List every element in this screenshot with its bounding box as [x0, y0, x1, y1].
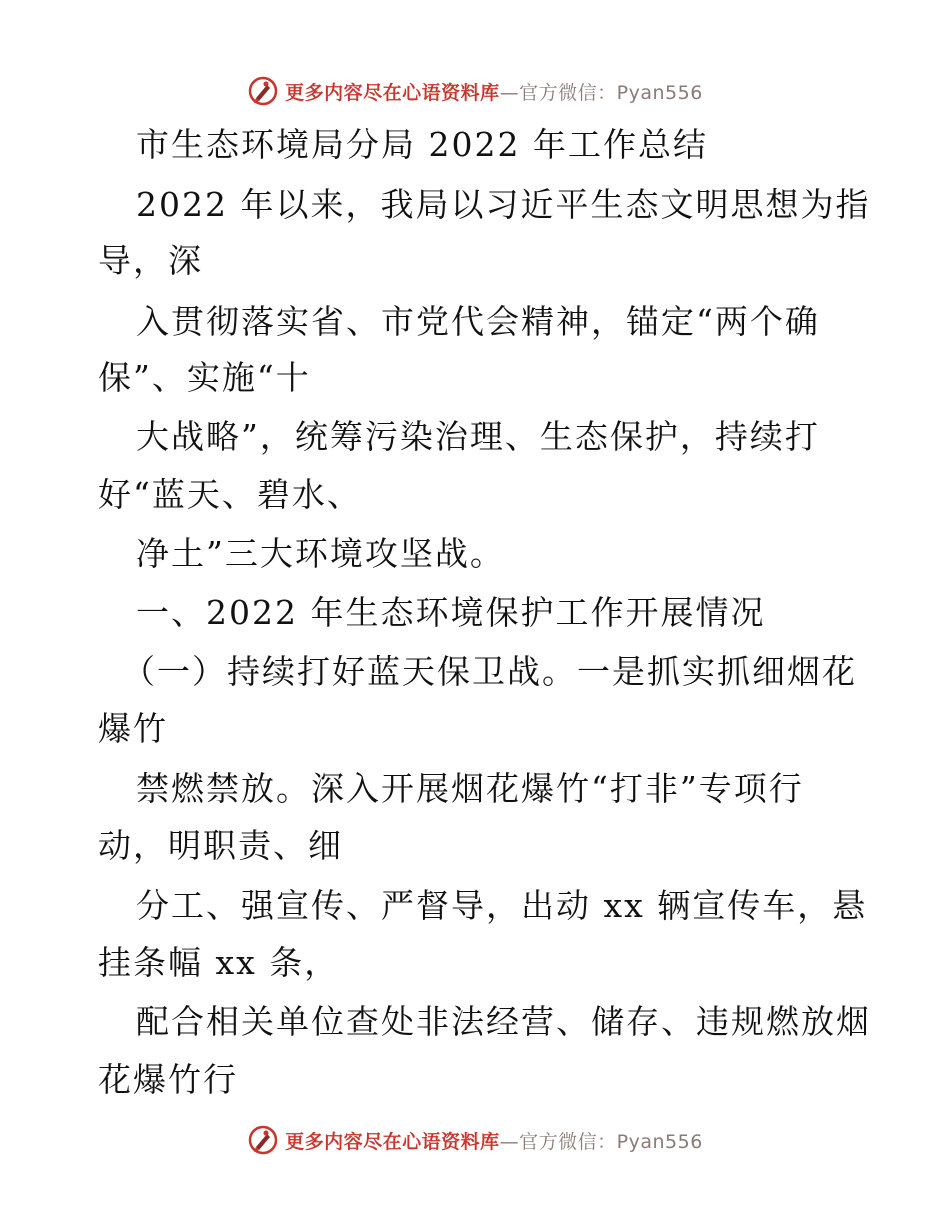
- paragraph-line: 入贯彻落实省、市党代会精神，锚定“两个确: [136, 302, 820, 341]
- paragraph-line: 爆竹: [98, 709, 168, 748]
- document-title: 市生态环境局分局 2022 年工作总结: [136, 125, 708, 164]
- watermark-brand-text: 更多内容尽在心语资料库: [285, 1130, 500, 1153]
- paragraph-line: 挂条幅 xx 条，: [98, 943, 340, 982]
- paragraph-line: 好“蓝天、碧水、: [98, 475, 362, 514]
- paragraph-line: 2022 年以来，我局以习近平生态文明思想为指: [136, 185, 871, 224]
- paragraph-line: 花爆竹行: [98, 1060, 238, 1099]
- watermark-wechat-text: —官方微信：Pyan556: [499, 81, 703, 104]
- paragraph-line: 保”、实施“十: [98, 358, 311, 397]
- paragraph-line: 分工、强宣传、严督导，出动 xx 辆宣传车，悬: [136, 886, 868, 925]
- watermark-brand-text: 更多内容尽在心语资料库: [285, 81, 500, 104]
- paragraph-line: 导，深: [98, 241, 203, 280]
- pen-logo-icon: [247, 1124, 279, 1156]
- paragraph-line: 大战略”，统筹污染治理、生态保护，持续打: [136, 417, 820, 456]
- paragraph-line: 动，明职责、细: [98, 826, 343, 865]
- subsection-heading: （一）持续打好蓝天保卫战。一是抓实抓细烟花: [122, 652, 857, 691]
- watermark-footer: [0, 1122, 950, 1158]
- paragraph-line: 净土”三大环境攻坚战。: [136, 534, 505, 573]
- section-heading: 一、2022 年生态环境保护工作开展情况: [136, 593, 766, 632]
- watermark-wechat-text: —官方微信：Pyan556: [499, 1130, 703, 1153]
- paragraph-line: 禁燃禁放。深入开展烟花爆竹“打非”专项行: [136, 769, 804, 808]
- paragraph-line: 配合相关单位查处非法经营、储存、违规燃放烟: [136, 1002, 871, 1041]
